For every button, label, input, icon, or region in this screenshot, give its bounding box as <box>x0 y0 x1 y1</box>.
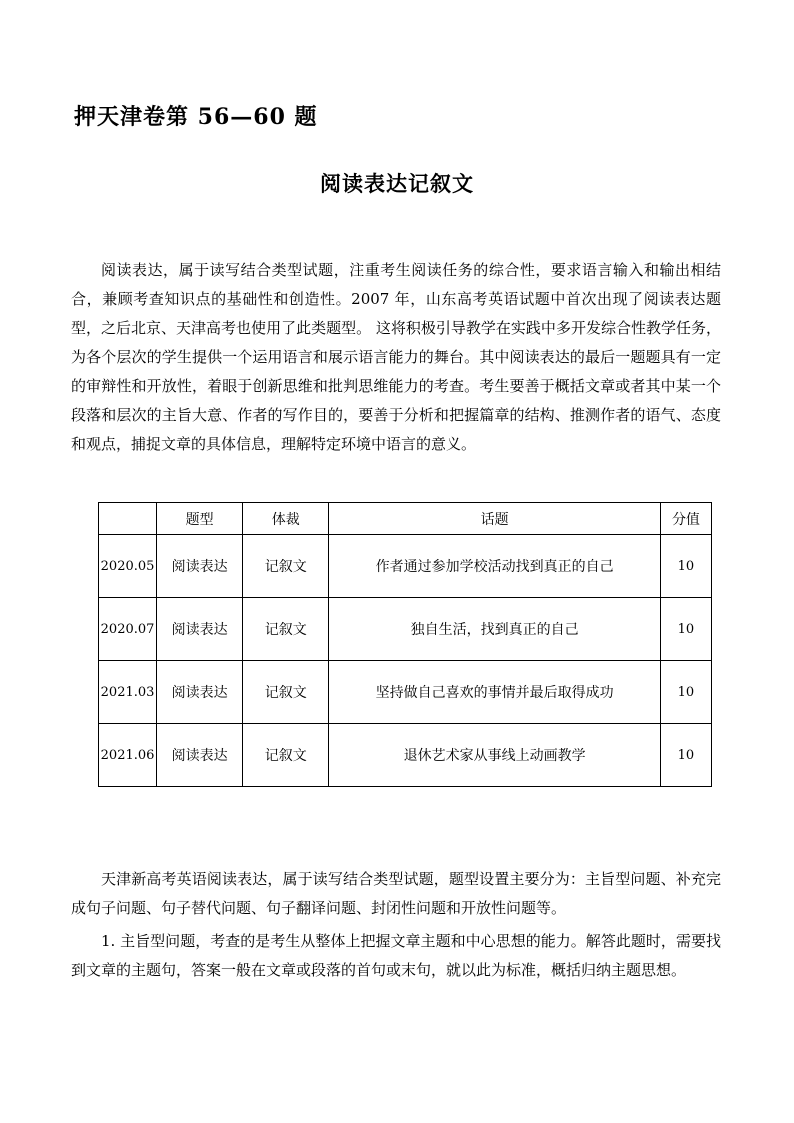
table-row <box>99 661 712 724</box>
table-row <box>99 598 712 661</box>
tianjin-question-types-paragraph: 天津新高考英语阅读表达，属于读写结合类型试题，题型设置主要分为：主旨型问题、补充完成句子问题、句子替代问题、句子翻译问题、封闭性问题和开放性问题等。 <box>71 870 721 917</box>
cell-question-type: 阅读表达 <box>157 724 243 787</box>
main-idea-question-paragraph: 1. 主旨型问题，考查的是考生从整体上把握文章主题和中心思想的能力。解答此题时，需要找到文章的主题句，答案一般在文章或段落的首句或末句，就以此为标准，概括归纳主题思想。 <box>71 932 721 979</box>
cell-date: 2020.07 <box>99 598 157 661</box>
document-subtitle: 阅读表达记叙文 <box>320 171 474 196</box>
cell-score: 10 <box>660 724 711 787</box>
document-title: 押天津卷第 56—60 题 <box>74 104 318 130</box>
header-date <box>99 503 157 535</box>
cell-date: 2021.06 <box>99 724 157 787</box>
header-topic: 话题 <box>329 503 661 535</box>
cell-question-type: 阅读表达 <box>157 661 243 724</box>
header-score: 分值 <box>660 503 711 535</box>
cell-genre: 记叙文 <box>243 661 329 724</box>
cell-score: 10 <box>660 535 711 598</box>
cell-date: 2020.05 <box>99 535 157 598</box>
cell-topic: 独自生活，找到真正的自己 <box>329 598 661 661</box>
cell-genre: 记叙文 <box>243 724 329 787</box>
cell-topic: 坚持做自己喜欢的事情并最后取得成功 <box>329 661 661 724</box>
table-header-row <box>99 503 712 535</box>
cell-score: 10 <box>660 598 711 661</box>
cell-score: 10 <box>660 661 711 724</box>
header-genre: 体裁 <box>243 503 329 535</box>
header-question-type: 题型 <box>157 503 243 535</box>
cell-date: 2021.03 <box>99 661 157 724</box>
table-row <box>99 724 712 787</box>
cell-topic: 退休艺术家从事线上动画教学 <box>329 724 661 787</box>
table-row <box>99 535 712 598</box>
cell-genre: 记叙文 <box>243 535 329 598</box>
cell-question-type: 阅读表达 <box>157 598 243 661</box>
cell-question-type: 阅读表达 <box>157 535 243 598</box>
intro-paragraph: 阅读表达，属于读写结合类型试题，注重考生阅读任务的综合性，要求语言输入和输出相结合，兼顾考查知识点的基础性和创造性。2007 年，山东高考英语试题中首次出现了阅读表达题型，之后北京、天津高考也使用了此类题型。 这将积极引导教学在实践中多开发综合性教学任务，为各个层次的学生提供一个运用语言和展示语言能力的舞台。其中阅读表达的最后一题题具有一定的审辩性和开放性，着眼于创新思维和批判思维能力的考查。考生要善于概括文章或者其中某一个段落和层次的主旨大意、作者的写作目的，要善于分析和把握篇章的结构、推测作者的语气、态度和观点，捕捉文章的具体信息，理解特定环境中语言的意义。 <box>71 261 721 453</box>
cell-topic: 作者通过参加学校活动找到真正的自己 <box>329 535 661 598</box>
exam-topics-table <box>98 502 712 787</box>
cell-genre: 记叙文 <box>243 598 329 661</box>
